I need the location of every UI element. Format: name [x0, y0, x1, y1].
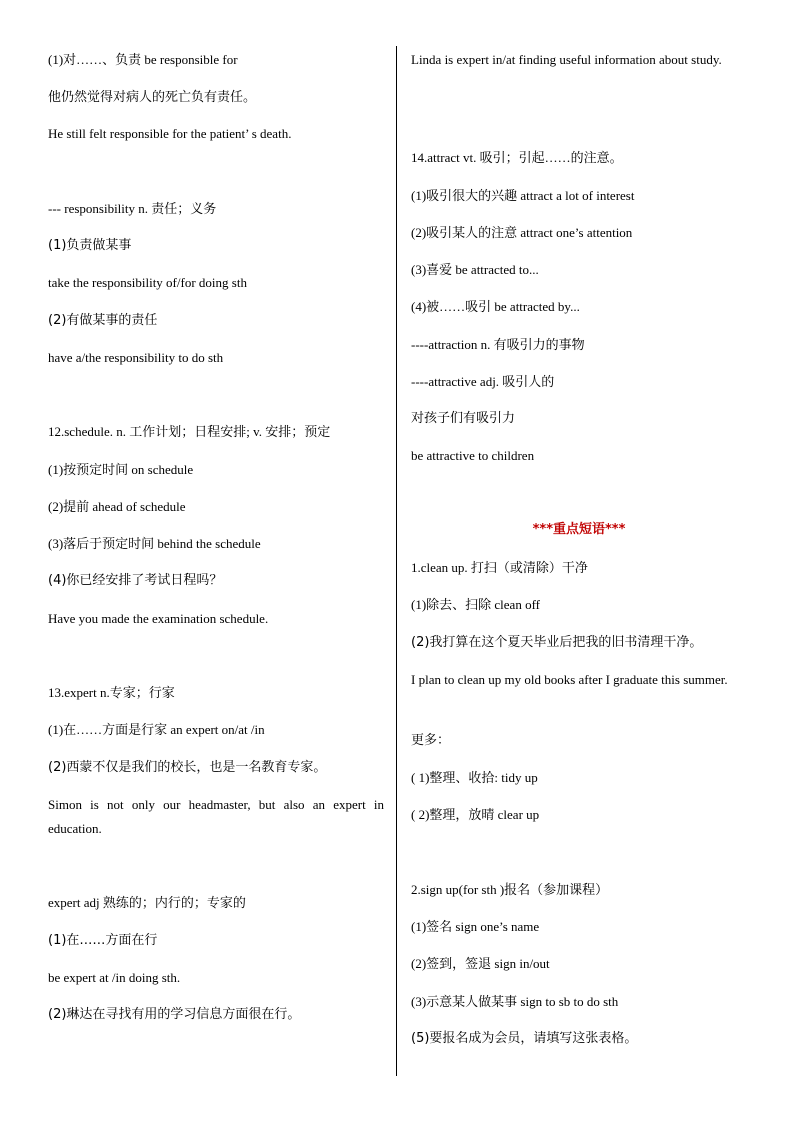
text-line: (2)签到，签退 sign in/out — [411, 956, 550, 971]
text-line: (4)你已经安排了考试日程吗？ — [48, 573, 223, 588]
text-line: (1)签名 sign one’s name — [411, 919, 540, 934]
text-line: be attractive to children — [411, 448, 535, 463]
column-divider — [396, 46, 397, 1076]
text-line: (1)对……、负责 be responsible for — [48, 52, 238, 67]
text-line: (3)示意某人做某事 sign to sb to do sth — [411, 994, 619, 1009]
text-paragraph: Linda is expert in/at finding useful information about study. — [411, 52, 722, 67]
text-line: (2)吸引某人的注意 attract one’s attention — [411, 225, 633, 240]
text-line: (2)有做某事的责任 — [48, 313, 158, 328]
text-paragraph: Simon is not only our headmaster, but also an expert in education. — [48, 797, 384, 836]
text-line: 13.expert n.专家；行家 — [48, 685, 175, 700]
text-line: (2)西蒙不仅是我们的校长，也是一名教育专家。 — [48, 760, 327, 775]
text-line: 对孩子们有吸引力 — [411, 411, 516, 426]
text-line: (2)提前 ahead of schedule — [48, 499, 186, 514]
text-line: (5)要报名成为会员，请填写这张表格。 — [411, 1031, 638, 1046]
text-line: (1)负责做某事 — [48, 238, 132, 253]
text-line: be expert at /in doing sth. — [48, 970, 181, 985]
text-line: 2.sign up(for sth )报名（参加课程） — [411, 882, 609, 897]
text-line: (2)琳达在寻找有用的学习信息方面很在行。 — [48, 1007, 301, 1022]
text-line: Have you made the examination schedule. — [48, 611, 269, 626]
text-line: 1.clean up. 打扫（或清除）干净 — [411, 560, 588, 575]
text-line: (1)在……方面在行 — [48, 933, 158, 948]
text-line: expert adj 熟练的；内行的；专家的 — [48, 895, 246, 910]
text-line: ( 1)整理、收拾: tidy up — [411, 770, 538, 785]
section-heading: ***重点短语*** — [532, 522, 626, 537]
text-line: He still felt responsible for the patient’ s death. — [48, 126, 292, 141]
text-line: (3)落后于预定时间 behind the schedule — [48, 536, 261, 551]
text-line: (4)被……吸引 be attracted by... — [411, 299, 580, 314]
text-line: have a/the responsibility to do sth — [48, 350, 224, 365]
text-line: (1)除去、扫除 clean off — [411, 597, 541, 612]
text-line: take the responsibility of/for doing sth — [48, 275, 247, 290]
text-line: ( 2)整理，放晴 clear up — [411, 807, 540, 822]
text-line: 更多： — [411, 733, 451, 748]
text-line: ----attraction n. 有吸引力的事物 — [411, 337, 585, 352]
text-line: 14.attract vt. 吸引；引起……的注意。 — [411, 150, 623, 165]
text-line: 他仍然觉得对病人的死亡负有责任。 — [48, 90, 257, 105]
text-line: (2)我打算在这个夏天毕业后把我的旧书清理干净。 — [411, 635, 703, 650]
text-line: 12.schedule. n. 工作计划；日程安排; v. 安排；预定 — [48, 424, 331, 439]
text-line: (1)在……方面是行家 an expert on/at /in — [48, 722, 265, 737]
text-line: (1)吸引很大的兴趣 attract a lot of interest — [411, 188, 635, 203]
text-line: ----attractive adj. 吸引人的 — [411, 374, 555, 389]
text-paragraph: I plan to clean up my old books after I graduate this summer. — [411, 672, 728, 687]
text-line: (3)喜爱 be attracted to... — [411, 262, 539, 277]
text-line: --- responsibility n. 责任；义务 — [48, 201, 217, 216]
text-line: (1)按预定时间 on schedule — [48, 462, 194, 477]
